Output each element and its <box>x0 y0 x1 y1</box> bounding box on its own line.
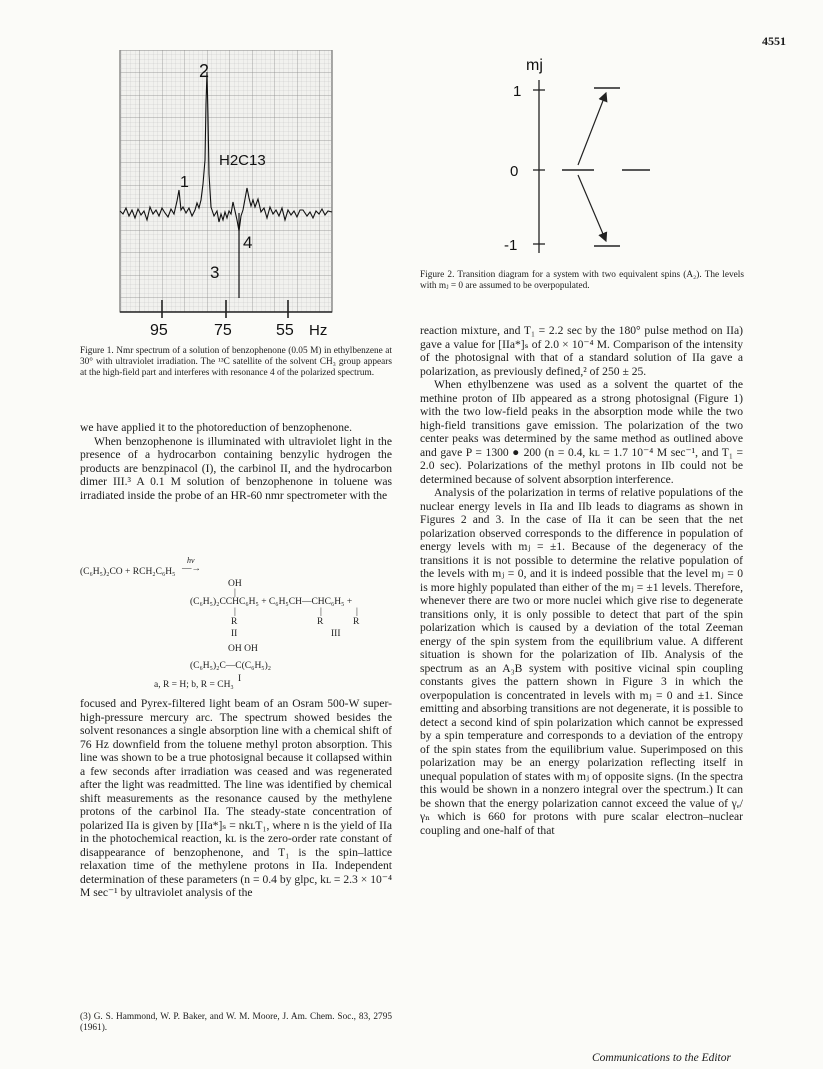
scheme-bond-3: | <box>320 607 322 617</box>
energy-levels <box>562 88 650 246</box>
scheme-label-iii: III <box>331 629 341 639</box>
paragraph: reaction mixture, and T₁ = 2.2 sec by the 180° pulse method on IIa) gave a value for [IIa*]ₛ of 2.0 × 10⁻⁴ M. Comparison of the intensity of the photosignal with that of a standard solution of IIa gave a polarization, as previously defined,² of 250 ± 25. <box>420 324 743 378</box>
scheme-arrow: —→ <box>182 564 201 574</box>
footnote: (3) G. S. Hammond, W. P. Baker, and W. M. Moore, J. Am. Chem. Soc., 83, 2795 (1961). <box>80 1012 392 1033</box>
page-number: 4551 <box>762 34 786 48</box>
transition-arrow-down <box>578 175 606 241</box>
scheme-label-i: I <box>238 674 242 684</box>
scheme-r-3: R <box>353 617 360 627</box>
scheme-oh: OH <box>228 579 242 589</box>
transition-arrow-up <box>578 93 606 165</box>
axis-label-mj: mj <box>526 57 543 74</box>
footer: Communications to the Editor <box>592 1052 731 1064</box>
scheme-ohoh: OH OH <box>228 644 258 654</box>
peak-label-1: 1 <box>180 174 189 191</box>
figure2-diagram <box>482 48 712 263</box>
scheme-bond-4: | <box>356 607 358 617</box>
level-label-1: 1 <box>513 83 522 100</box>
scheme-bond-2: | <box>234 607 236 617</box>
paragraph: When ethylbenzene was used as a solvent the quartet of the methine proton of IIb appeared as a strong photosignal (Figure 1) with the two low-field peaks in the absorption mode while the two high-field transitions gave emission. The polarization of the two center peaks was determined by the same method as outlined above and gave P = 1300 ● 200 (n = 0.4, kʟ = 1.7 10⁻⁴ M sec⁻¹, and T₁ = 2.0 sec). Polarizations of the methyl protons in IIb could not be determined because of solvent absorption interference. <box>420 378 743 486</box>
peak-label-3: 3 <box>210 263 220 282</box>
scheme-pinacol: (C₆H₅)₂C—C(C₆H₅)₂ <box>190 661 272 671</box>
peak-label-4: 4 <box>243 233 253 252</box>
scheme-legend: a, R = H; b, R = CH₃ <box>154 680 234 690</box>
left-column-upper <box>80 421 392 502</box>
level-label-minus1: -1 <box>504 237 518 254</box>
figure1-caption: Figure 1. Nmr spectrum of a solution of benzophenone (0.05 M) in ethylbenzene at 30° with ultraviolet irradiation. The ¹³C satellite of the solvent CH₃ group appears at the high-field part and interferes with resonance 4 of the polarized spectrum. <box>80 346 392 378</box>
left-column-lower <box>80 697 392 900</box>
scheme-r-1: R <box>231 617 238 627</box>
figure2-caption: Figure 2. Transition diagram for a system with two equivalent spins (A₂). The levels with mⱼ = 0 are assumed to be overpopulated. <box>420 270 744 291</box>
scheme-r-2: R <box>317 617 324 627</box>
scheme-products: (C₆H₅)₂CCHC₆H₅ + C₆H₅CH—CHC₆H₅ + <box>190 597 353 607</box>
paragraph: focused and Pyrex-filtered light beam of an Osram 500-W super-high-pressure mercury arc. The spectrum showed besides the solvent resonances a single absorption line with a chemical shift of 76 Hz downfield from the toluene methyl proton absorption. This line was shown to be a true photosignal because it collapsed within a few seconds after irradiation was ceased and was regenerated after the light was readmitted. The line was identified by chemical shift measurements as the resonance caused by the methylene protons of the carbinol IIa. The steady-state concentration of polarized IIa is given by [IIa*]ₛ = nkʟT₁, where n is the yield of IIa in the photochemical reaction, kʟ is the zero-order rate constant of disappearance of benzophenone, and T₁ is the spin–lattice relaxation time of the methylene protons in IIa. Independent determination of these parameters (n = 0.4 by glpc, kʟ = 2.3 × 10⁻⁴ M sec⁻¹ by ultraviolet analysis of the <box>80 697 392 899</box>
paragraph: When benzophenone is illuminated with ultraviolet light in the presence of a hydrocarbon containing benzylic hydrogen the products are benzpinacol (I), the carbinol II, and the hydrocarbon dimer III.³ A 0.1 M solution of benzophenone in toluene was irradiated inside the probe of an HR-60 nmr spectrometer with the <box>80 434 392 502</box>
x-tick-55: 55 <box>276 322 294 339</box>
paragraph: we have applied it to the photoreduction of benzophenone. <box>80 421 353 434</box>
paragraph: Analysis of the polarization in terms of relative populations of the nuclear energy levels in IIa and IIb leads to diagrams as shown in Figures 2 and 3. In the case of IIa it can be seen that the net polarization observed corresponds to the difference in population of energy levels with mⱼ = ±1. Because of the degeneracy of the transitions it is not possible to determine the relative population of the levels with mⱼ = 0, and it is indeed possible that the level mⱼ = 0 is more highly populated than either of the mⱼ = ±1 levels. Therefore, whenever there are two or more nuclei which give rise to degenerate transitions only, it is only possible to detect that part of the spin polarization which is caused by a deviation of the total Zeeman energy of the spin system from the equilibrium value. A different situation is shown for the polarization of IIb. Analysis of the spectrum as an A₃B system with positive vicinal spin coupling constants gives the pattern shown in Figure 3 in which the overpopulation is concentrated in levels with mⱼ = 0 and ±1. Since emitting and absorbing transitions are not degenerate, it is possible to detect a second kind of spin polarization which cannot be expressed by a spin temperature and corresponds to a deviation of the entropy of the spin states from the equilibrium value. Superimposed on this polarization may be an energy polarization reflecting itself in unequal population of states with mⱼ of opposite signs. (In the spectra this would be shown in a nonzero integral over the spectrum.) It can be shown that the energy polarization cannot exceed the value of γₑ/γₙ which is 660 for protons with pure scalar electron–nuclear coupling and one-half of that <box>420 486 743 837</box>
figure1-spectrum <box>117 50 344 340</box>
scheme-reaction: (C₆H₅)₂CO + RCH₂C₆H₅ <box>80 567 176 577</box>
reaction-scheme <box>80 556 392 684</box>
level-label-0: 0 <box>510 163 519 180</box>
peak-label-2: 2 <box>199 61 210 81</box>
scheme-label-ii: II <box>231 629 238 639</box>
x-tick-75: 75 <box>214 322 232 339</box>
scheme-bond-1: | <box>234 588 236 598</box>
right-column <box>420 324 743 837</box>
x-tick-95: 95 <box>150 322 168 339</box>
peak-label-h2c13: H2C13 <box>219 152 266 169</box>
x-unit: Hz <box>309 322 328 339</box>
scheme-hv: hν <box>187 556 195 565</box>
